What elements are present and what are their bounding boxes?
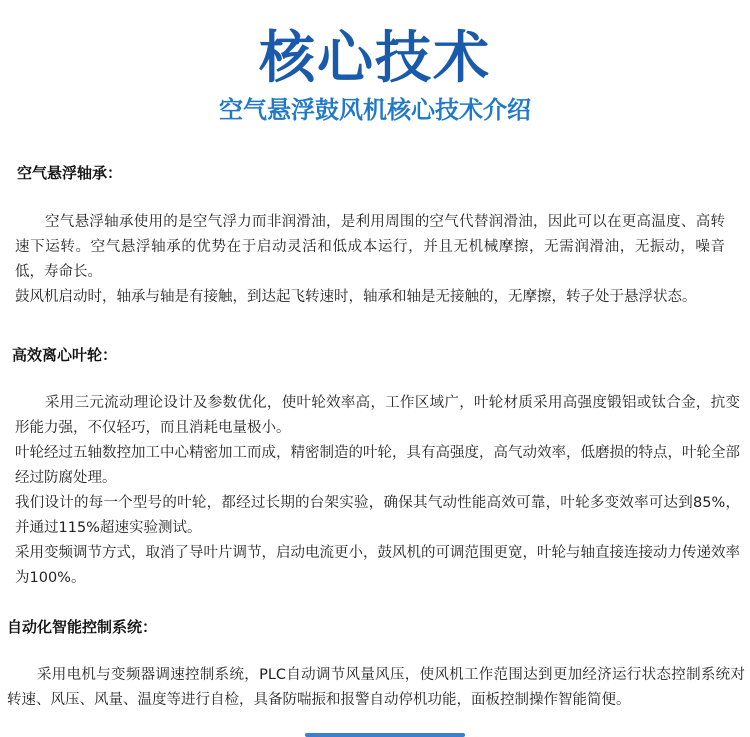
section-paragraph: 采用电机与变频器调速控制系统，PLC自动调节风量风压，使风机工作范围达到更加经济运行状态控制系统对转速、风压、风量、温度等进行自检，具备防喘振和报警自动停机功能，面板控制操作智能简便。 [7,667,745,708]
section-paragraph: 叶轮经过五轴数控加工中心精密加工而成，精密制造的叶轮，具有高强度，高气动效率，低磨损的特点，叶轮全部经过防腐处理。 [15,445,740,486]
section-paragraph: 我们设计的每一个型号的叶轮，都经过长期的台架实验，确保其气动性能高效可靠，叶轮多变效率可达到85%，并通过115%超速实验测试。 [15,495,740,536]
decorative-divider [305,733,465,737]
page-title: 核心技术 [259,26,491,91]
section-paragraph: 空气悬浮轴承使用的是空气浮力而非润滑油，是利用周围的空气代替润滑油，因此可以在更高温度、高转速下运转。空气悬浮轴承的优势在于启动灵活和低成本运行，并且无机械摩擦，无需润滑油，无振动，噪音低，寿命长。 [15,214,725,280]
section-heading-air-bearing: 空气悬浮轴承： [17,164,123,182]
section-paragraph: 鼓风机启动时，轴承与轴是有接触，到达起飞转速时，轴承和轴是无接触的，无摩擦，转子处于悬浮状态。 [15,289,697,305]
section-paragraph: 采用变频调节方式，取消了导叶片调节，启动电流更小，鼓风机的可调范围更宽，叶轮与轴直接连接动力传递效率为100%。 [15,545,740,586]
page-subtitle: 空气悬浮鼓风机核心技术介绍 [219,96,531,124]
section-heading-control-system: 自动化智能控制系统： [7,618,158,636]
section-paragraph: 采用三元流动理论设计及参数优化，使叶轮效率高，工作区域广，叶轮材质采用高强度锻铝或钛合金，抗变形能力强，不仅轻巧，而且消耗电量极小。 [15,395,740,436]
section-heading-impeller: 高效离心叶轮： [12,346,118,364]
